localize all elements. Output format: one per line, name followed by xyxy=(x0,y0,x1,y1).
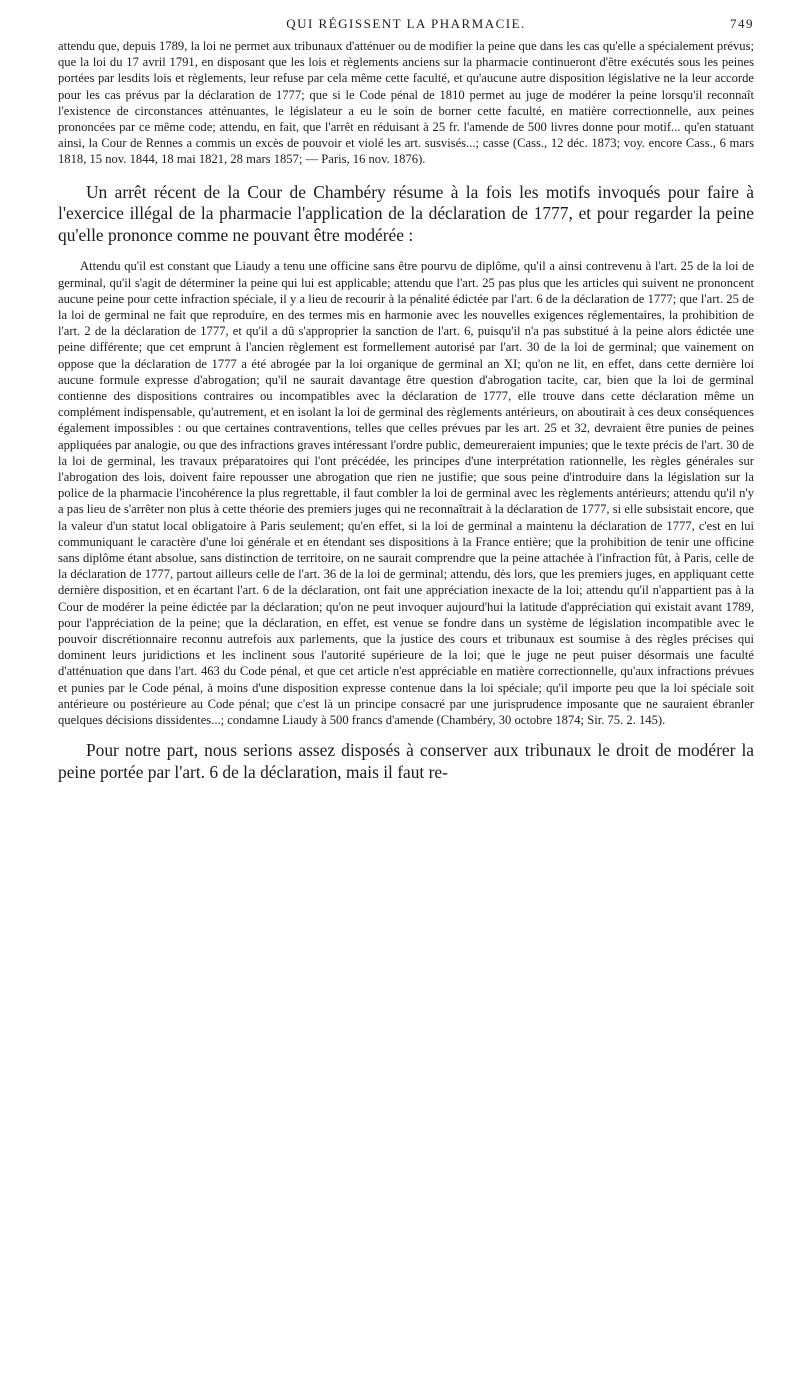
paragraph-author-commentary: Pour notre part, nous serions assez disposés à conserver aux tribunaux le droit de modérer la peine portée par l'art. 6 de la déclaration, mais il faut re- xyxy=(58,740,754,782)
paragraph-court-decision-continuation: attendu que, depuis 1789, la loi ne permet aux tribunaux d'atténuer ou de modifier la peine que dans les cas qu'elle a spécialement prévus; que la loi du 17 avril 1791, en disposant que les lois et règlements anciens sur la pharmacie continueront d'être exécutés sous les peines portées par lesdits lois et règlements, leur refuse par cela même cette faculté, et qu'aucune autre disposition législative ne la leur accorde pour les cas prévus par la déclaration de 1777; que si le Code pénal de 1810 permet au juge de modérer la peine lorsqu'il reconnaît l'existence de circonstances atténuantes, le législateur a eu le soin de borner cette faculté, en matière correctionnelle, aux peines prononcées par ce même code; attendu, en fait, que l'arrêt en réduisant à 25 fr. l'amende de 500 livres donne pour motif... qu'en statuant ainsi, la Cour de Rennes a commis un excès de pouvoir et violé les art. susvisés...; casse (Cass., 12 déc. 1873; voy. encore Cass., 6 mars 1818, 15 nov. 1844, 18 mai 1821, 28 mars 1857; — Paris, 16 nov. 1876). xyxy=(58,39,754,167)
spacer xyxy=(58,728,754,740)
running-header xyxy=(58,16,754,38)
paragraph-chambery-introduction: Un arrêt récent de la Cour de Chambéry résume à la fois les motifs invoqués pour faire à l'exercice illégal de la pharmacie l'application de la déclaration de 1777, et pour regarder la peine qu'elle prononce comme ne pouvant être modérée : xyxy=(58,181,754,245)
spacer xyxy=(58,168,754,182)
document-page xyxy=(58,16,754,783)
spacer xyxy=(58,246,754,258)
running-title: QUI RÉGISSENT LA PHARMACIE. xyxy=(286,16,526,31)
page-number: 749 xyxy=(730,16,754,31)
paragraph-chambery-decision-quote: Attendu qu'il est constant que Liaudy a tenu une officine sans être pourvu de diplôme, qu'il a ainsi contrevenu à l'art. 25 de la loi de germinal, qu'il s'agit de déterminer la peine qui lui est applicable; attendu que l'art. 25 pas plus que les articles qui suivent ne prononcent aucune peine pour cette infraction spéciale, il y a lieu de recourir à la pénalité édictée par l'art. 6 de la déclaration de 1777; que l'art. 25 de la loi de germinal ne fait que reproduire, en des termes mis en harmonie avec les nouvelles exigences réglementaires, la prohibition de l'art. 2 de la déclaration de 1777, et qu'il a dû s'approprier la sanction de l'art. 6, puisqu'il n'a pas substitué à la peine alors édictée une peine différente; que cet emprunt à l'ancien règlement est formellement autorisé par l'art. 30 de la loi de germinal; que vainement on oppose que la déclaration de 1777 a été abrogée par la loi organique de germinal an XI; qu'on ne lit, en effet, dans cette dernière loi aucune formule expresse d'abrogation; qu'il ne saurait davantage être question d'abrogation tacite, car, bien que la loi de germinal contienne des dispositions contraires ou incompatibles avec la déclaration de 1777, elle trouve dans cette déclaration même un complément indispensable, qu'autrement, et en isolant la loi de germinal des règlements antérieurs, on aboutirait à ces deux conséquences également impossibles : ou que certaines contraventions, telles que celles prévues par les art. 25 et 32, devraient être punies de peines appliquées par analogie, ou que des infractions graves intéressant l'ordre public, demeureraient impunies; que le texte précis de l'art. 30 de la loi de germinal, les travaux préparatoires qui l'ont précédée, les principes d'une interprétation rationnelle, les règles générales sur l'abrogation des lois, doivent faire repousser une abrogation que rien ne justifie; que sous peine d'introduire dans la législation sur la police de la pharmacie l'incohérence la plus regrettable, il faut combler la loi de germinal avec les règlements antérieurs; attendu qu'il n'y a pas lieu de s'arrêter non plus à cette théorie des premiers juges qui ne reconnaîtrait à la déclaration de 1777, si elle subsistait encore, que la valeur d'un statut local obligatoire à Paris seulement; qu'en effet, si la loi de germinal a maintenu la déclaration de 1777, c'est en lui communiquant le caractère d'une loi générale et en étendant ses dispositions à la France entière; que la prohibition de tenir une officine sans diplôme étant absolue, sans distinction de territoire, on ne saurait comprendre que la peine attachée à l'infraction fût, à Paris, celle de la déclaration de 1777, partout ailleurs celle de l'art. 36 de la loi de germinal; attendu, dès lors, que les premiers juges, en appliquant cette dernière disposition, et en écartant l'art. 6 de la déclaration, ont fait une appréciation inexacte de la loi; attendu qu'il n'appartient pas à la Cour de modérer la peine édictée par la déclaration; qu'on ne peut invoquer aujourd'hui la latitude d'appréciation qui existait avant 1789, pour l'appréciation de la peine; que la déclaration, en effet, est venue se fondre dans un système de législation incompatible avec le pouvoir discrétionnaire reconnu autrefois aux parlements, que la justice des cours et tribunaux est soumise à des règles précises qui dominent leurs juridictions et les inclinent sous l'autorité supérieure de la loi; que le juge ne peut puiser désormais une faculté d'atténuation que dans l'art. 463 du Code pénal, et que cet article n'est appréciable en matière correctionnelle, qu'aux infractions prévues et punies par le Code pénal, à moins d'une disposition expresse contenue dans la loi spéciale; qu'il importe peu que la loi spéciale soit antérieure ou postérieure au Code pénal; que c'est là un principe consacré par une jurisprudence imposante que ne sauraient ébranler quelques décisions dissidentes...; condamne Liaudy à 500 francs d'amende (Chambéry, 30 octobre 1874; Sir. 75. 2. 145). xyxy=(58,259,754,728)
